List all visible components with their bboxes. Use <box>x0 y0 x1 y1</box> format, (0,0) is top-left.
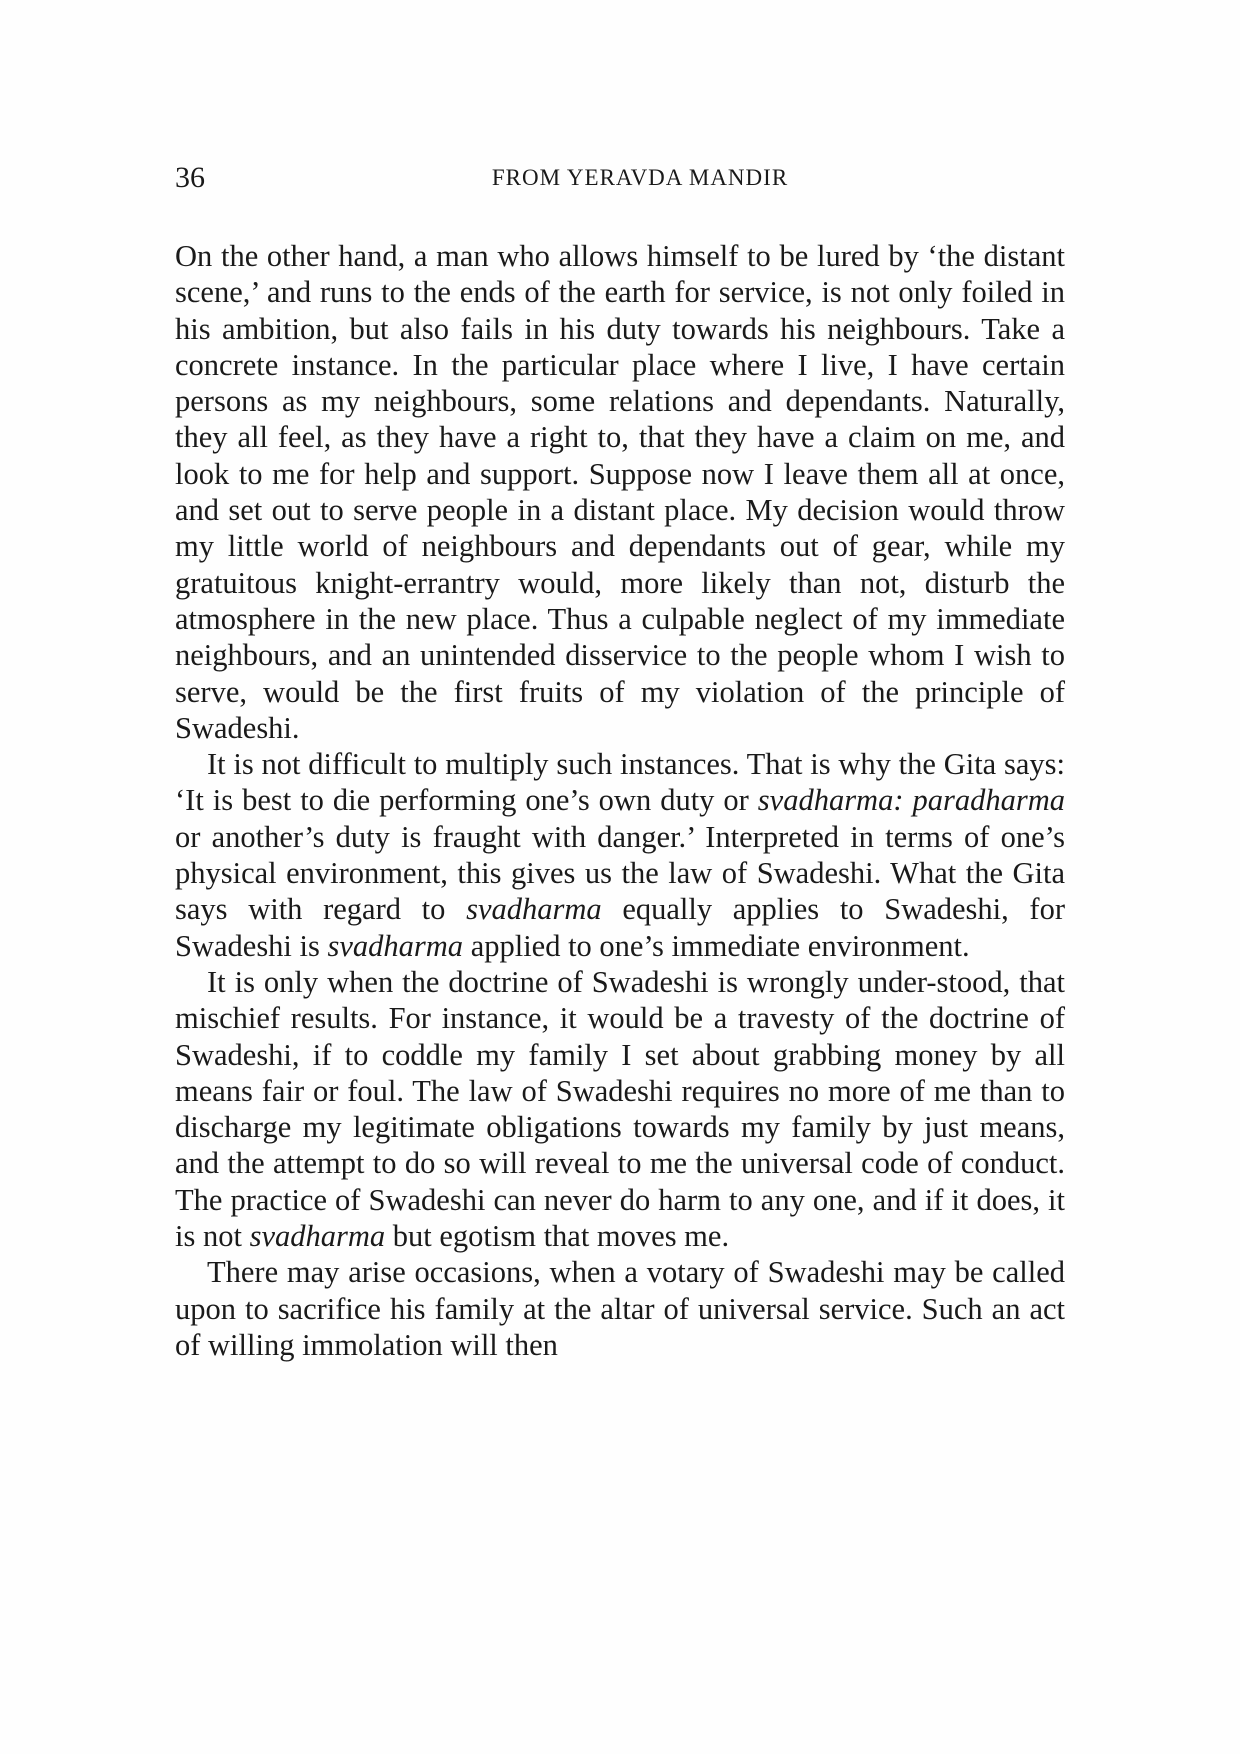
paragraph-4 <box>175 1254 1065 1363</box>
text-segment: On the other hand, a man who allows himself to be lured by ‘the distant scene,’ and runs to the ends of the earth for service, is not only foiled in his ambition, but also fails in his duty towards his neighbours. Take a concrete instance. In the particular place where I live, I have certain persons as my neighbours, some relations and dependants. Naturally, they all feel, as they have a right to, that they have a claim on me, and look to me for help and support. Suppose now I leave them all at once, and set out to serve people in a distant place. My decision would throw my little world of neighbours and dependants out of gear, while my gratuitous knight-errantry would, more likely than not, disturb the atmosphere in the new place. Thus a culpable neglect of my immediate neighbours, and an unintended disservice to the people whom I wish to serve, would be the first fruits of my violation of the principle of Swadeshi. <box>175 239 1065 745</box>
text-segment: applied to one’s immediate environment. <box>463 928 970 963</box>
paragraph-2 <box>175 746 1065 964</box>
text-segment: but egotism that moves me. <box>385 1219 730 1254</box>
paragraph-3 <box>175 964 1065 1254</box>
body-text <box>175 238 1065 1363</box>
italic-term: svadharma <box>327 928 464 963</box>
paragraph-1 <box>175 238 1065 746</box>
text-segment: It is only when the doctrine of Swadeshi is wrongly under-stood, that mischief results. For instance, it would be a travesty of the doctrine of Swadeshi, if to coddle my family I set about grabbing money by all means fair or foul. The law of Swadeshi requires no more of me than to discharge my legitimate obligations towards my family by just means, and the attempt to do so will reveal to me the universal code of conduct. The practice of Swadeshi can never do harm to any one, and if it does, it is not <box>175 964 1065 1254</box>
text-segment: It is not difficult to multiply such instances. That is why the Gita says: ‘It is best to die performing one’s own duty or <box>175 747 1065 818</box>
text-segment: equally applies to Swadeshi, for Swadeshi is <box>175 892 1066 963</box>
running-title: FROM YERAVDA MANDIR <box>491 165 789 190</box>
italic-term: svadharma <box>466 892 602 927</box>
text-segment: or another’s duty is fraught with danger.’ Interpreted in terms of one’s physical environment, this gives us the law of Swadeshi. What the Gita says with regard to <box>175 819 1065 927</box>
text-segment: There may arise occasions, when a votary of Swadeshi may be called upon to sacrifice his family at the altar of universal service. Such an act of willing immolation will then <box>175 1255 1065 1362</box>
page-number: 36 <box>175 161 205 194</box>
running-head <box>175 158 1065 198</box>
italic-term: svadharma <box>249 1219 386 1254</box>
italic-term: svadharma: paradharma <box>757 783 1065 818</box>
